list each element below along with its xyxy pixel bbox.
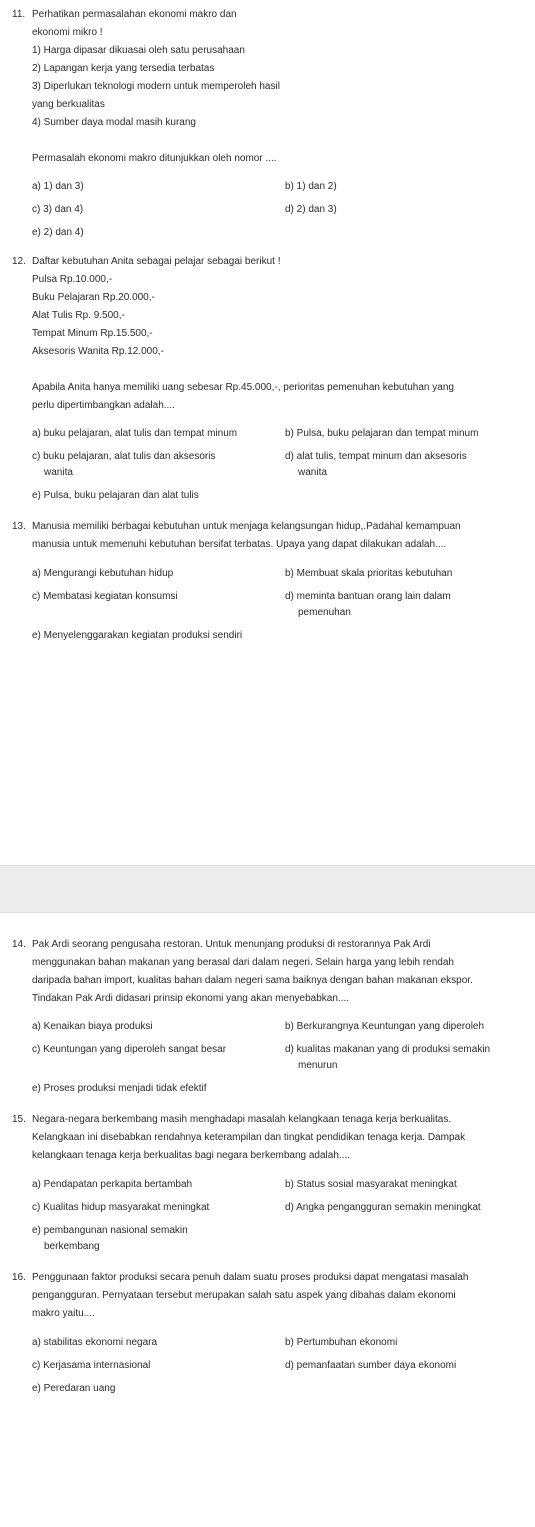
page-divider [0,865,535,913]
option-c[interactable]: c) buku pelajaran, alat tulis dan aksesoris [32,451,216,462]
question-text: Pak Ardi seorang pengusaha restoran. Untuk menunjang produksi di restorannya Pak Ardi [32,939,431,950]
question-text: Manusia memiliki berbagai kebutuhan untuk menjaga kelangsungan hidup,.Padahal kemampuan [32,521,461,532]
question-text: menggunakan bahan makanan yang berasal dari dalam negeri. Selain harga yang lebih rendah [32,957,454,968]
option-d[interactable]: d) pemanfaatan sumber daya ekonomi [285,1360,457,1371]
list-item: Pulsa Rp.10.000,- [32,274,113,285]
question-text: Daftar kebutuhan Anita sebagai pelajar sebagai berikut ! [32,256,281,267]
statement-item: 3) Diperlukan teknologi modern untuk memperoleh hasil [32,81,280,92]
list-item: Buku Pelajaran Rp.20.000,- [32,292,155,303]
option-c[interactable]: c) Kualitas hidup masyarakat meningkat [32,1202,210,1213]
option-b[interactable]: b) Membuat skala prioritas kebutuhan [285,568,453,579]
option-e[interactable]: e) 2) dan 4) [32,227,84,238]
option-c-continuation: wanita [44,467,73,478]
question-number: 11. [12,9,26,20]
list-item: Aksesoris Wanita Rp.12.000,- [32,346,164,357]
option-c[interactable]: c) Keuntungan yang diperoleh sangat besar [32,1044,227,1055]
statement-item: 4) Sumber daya modal masih kurang [32,117,196,128]
option-a[interactable]: a) buku pelajaran, alat tulis dan tempat minum [32,428,238,439]
list-item: Alat Tulis Rp. 9.500,- [32,310,125,321]
option-e[interactable]: e) Pulsa, buku pelajaran dan alat tulis [32,490,199,501]
question-text: daripada bahan import, kualitas bahan dalam negeri sama baiknya dengan bahan makanan ekspor. [32,975,473,986]
question-prompt: Apabila Anita hanya memiliki uang sebesar Rp.45.000,-, perioritas pemenuhan kebutuhan yang [32,382,454,393]
option-e[interactable]: e) Proses produksi menjadi tidak efektif [32,1083,207,1094]
option-a[interactable]: a) 1) dan 3) [32,181,84,192]
option-e[interactable]: e) pembangunan nasional semakin [32,1225,188,1236]
option-e[interactable]: e) Menyelenggarakan kegiatan produksi sendiri [32,630,243,641]
question-prompt: Tindakan Pak Ardi didasari prinsip ekonomi yang akan menyebabkan.... [32,993,350,1004]
option-a[interactable]: a) Mengurangi kebutuhan hidup [32,568,174,579]
option-a[interactable]: a) Kenaikan biaya produksi [32,1021,153,1032]
question-number: 12. [12,256,26,267]
option-d[interactable]: d) kualitas makanan yang di produksi semakin [285,1044,491,1055]
option-c[interactable]: c) 3) dan 4) [32,204,84,215]
option-a[interactable]: a) Pendapatan perkapita bertambah [32,1179,193,1190]
option-d[interactable]: d) meminta bantuan orang lain dalam [285,591,451,602]
option-b[interactable]: b) 1) dan 2) [285,181,337,192]
question-text: manusia untuk memenuhi kebutuhan bersifat terbatas. Upaya yang dapat dilakukan adalah.... [32,539,447,550]
option-d[interactable]: d) 2) dan 3) [285,204,337,215]
question-prompt: makro yaitu.... [32,1308,95,1319]
statement-item: 2) Lapangan kerja yang tersedia terbatas [32,63,215,74]
question-text: Kelangkaan ini disebabkan rendahnya keterampilan dan tingkat pendidikan tenaga kerja. Dampak [32,1132,466,1143]
option-a[interactable]: a) stabilitas ekonomi negara [32,1337,158,1348]
question-text: ekonomi mikro ! [32,27,103,38]
option-c[interactable]: c) Kerjasama internasional [32,1360,151,1371]
option-c[interactable]: c) Membatasi kegiatan konsumsi [32,591,178,602]
question-text: Perhatikan permasalahan ekonomi makro dan [32,9,237,20]
option-d-continuation: pemenuhan [298,607,351,618]
option-b[interactable]: b) Berkurangnya Keuntungan yang diperoleh [285,1021,485,1032]
list-item: Tempat Minum Rp.15.500,- [32,328,153,339]
question-number: 16. [12,1272,26,1283]
option-b[interactable]: b) Pulsa, buku pelajaran dan tempat minum [285,428,479,439]
option-b[interactable]: b) Pertumbuhan ekonomi [285,1337,398,1348]
question-text: pengangguran. Pernyataan tersebut merupakan salah satu aspek yang dibahas dalam ekonomi [32,1290,456,1301]
option-e-continuation: berkembang [44,1241,100,1252]
statement-item: yang berkualitas [32,99,105,110]
question-text: Penggunaan faktor produksi secara penuh dalam suatu proses produksi dapat mengatasi masalah [32,1272,469,1283]
question-prompt: kelangkaan tenaga kerja berkualitas bagi negara berkembang adalah.... [32,1150,350,1161]
option-d-continuation: menurun [298,1060,338,1071]
question-prompt: perlu dipertimbangkan adalah.... [32,400,175,411]
question-number: 13. [12,521,26,532]
option-e[interactable]: e) Peredaran uang [32,1383,116,1394]
question-text: Negara-negara berkembang masih menghadapi masalah kelangkaan tenaga kerja berkualitas. [32,1114,452,1125]
option-d[interactable]: d) Angka pengangguran semakin meningkat [285,1202,481,1213]
option-b[interactable]: b) Status sosial masyarakat meningkat [285,1179,457,1190]
statement-item: 1) Harga dipasar dikuasai oleh satu perusahaan [32,45,245,56]
question-number: 15. [12,1114,26,1125]
question-number: 14. [12,939,26,950]
option-d-continuation: wanita [298,467,327,478]
option-d[interactable]: d) alat tulis, tempat minum dan aksesoris [285,451,467,462]
question-prompt: Permasalah ekonomi makro ditunjukkan oleh nomor .... [32,153,277,164]
